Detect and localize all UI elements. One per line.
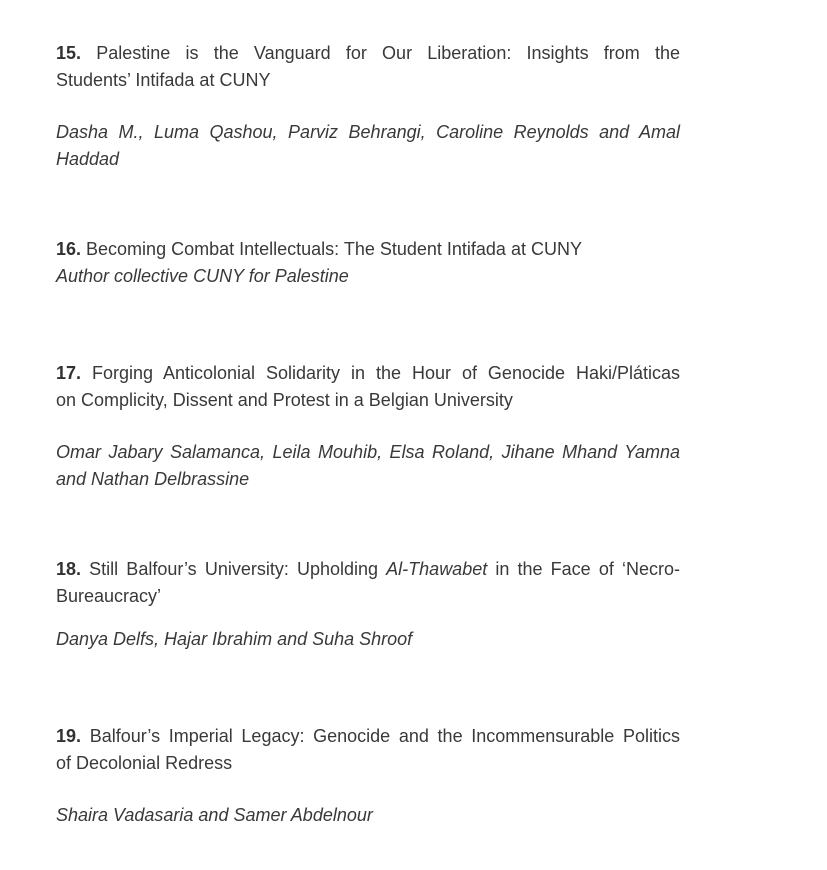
entry-title-line (56, 236, 680, 263)
entry-authors-line (56, 802, 680, 829)
entry-authors-line (56, 146, 680, 173)
text-segment: in the Face of ‘Necro- (487, 559, 680, 579)
entry-authors-line (56, 439, 680, 466)
toc-entry (56, 556, 680, 653)
entry-authors (56, 263, 680, 290)
text-segment: Dasha M., Luma Qashou, Parviz Behrangi, Caroline Reynolds and Amal (56, 122, 680, 142)
entry-number: 16. (56, 239, 82, 259)
entry-number: 17. (56, 363, 82, 383)
text-segment: Still Balfour’s University: Upholding (81, 559, 387, 579)
entry-number: 18. (56, 559, 82, 579)
text-segment: Palestine is the Vanguard for Our Liberation: Insights from the (81, 43, 680, 63)
entry-title (56, 360, 680, 414)
entry-authors (56, 802, 680, 829)
entry-authors-line (56, 466, 680, 493)
toc-entry (56, 723, 680, 829)
text-segment: on Complicity, Dissent and Protest in a Belgian University (56, 390, 513, 410)
entry-title (56, 40, 680, 94)
text-segment: Balfour’s Imperial Legacy: Genocide and the Incommensurable Politics (81, 726, 680, 746)
entry-number: 19. (56, 726, 82, 746)
entry-authors-line (56, 119, 680, 146)
entry-authors (56, 119, 680, 173)
entry-title-line (56, 67, 680, 94)
entry-title (56, 556, 680, 610)
toc-entry (56, 40, 680, 173)
text-segment: Shaira Vadasaria and Samer Abdelnour (56, 805, 373, 825)
entry-title-line (56, 750, 680, 777)
text-segment: Danya Delfs, Hajar Ibrahim and Suha Shroof (56, 629, 413, 649)
entry-title-line (56, 723, 680, 750)
entry-title-line (56, 387, 680, 414)
text-segment: Forging Anticolonial Solidarity in the Hour of Genocide Haki/Pláticas (81, 363, 680, 383)
text-segment: of Decolonial Redress (56, 753, 233, 773)
entry-title (56, 723, 680, 777)
title-italic-term: Al-Thawabet (386, 559, 488, 579)
entry-authors-line (56, 626, 680, 653)
text-segment: Students’ Intifada at CUNY (56, 70, 271, 90)
text-segment: Becoming Combat Intellectuals: The Student Intifada at CUNY (81, 239, 582, 259)
entry-title-line (56, 360, 680, 387)
text-segment: Haddad (56, 149, 120, 169)
entry-number: 15. (56, 43, 82, 63)
text-segment: Omar Jabary Salamanca, Leila Mouhib, Elsa Roland, Jihane Mhand Yamna (56, 442, 680, 462)
entry-authors (56, 439, 680, 493)
entry-title (56, 236, 680, 263)
toc-entry (56, 236, 680, 290)
text-segment: Bureaucracy’ (56, 586, 162, 606)
entry-title-line (56, 556, 680, 583)
text-segment: and Nathan Delbrassine (56, 469, 250, 489)
entry-title-line (56, 583, 680, 610)
text-segment: Author collective CUNY for Palestine (56, 266, 349, 286)
entry-authors (56, 626, 680, 653)
entry-authors-line (56, 263, 680, 290)
toc-entry (56, 360, 680, 493)
toc-list (56, 40, 680, 829)
entry-title-line (56, 40, 680, 67)
